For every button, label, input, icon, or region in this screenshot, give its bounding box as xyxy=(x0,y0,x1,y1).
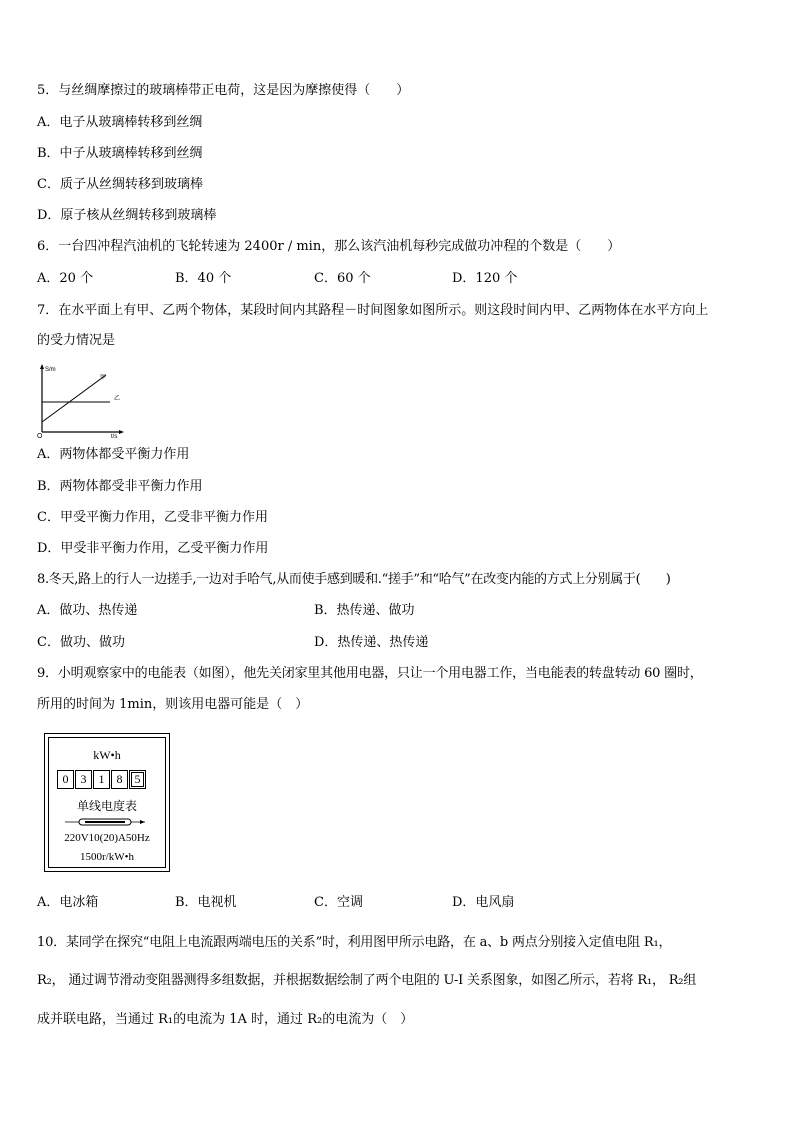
q7-st-graph xyxy=(34,362,126,438)
q5-option-b: B．中子从玻璃棒转移到丝绸 xyxy=(37,146,203,161)
q10-line2: R₂， 通过调节滑动变阻器测得多组数据，并根据数据绘制了两个电阻的 U-I 关系图象，如图乙所示，若将 R₁， R₂组 xyxy=(37,973,697,988)
q7-stem-line2: 的受力情况是 xyxy=(37,333,116,348)
meter-dial-icon xyxy=(65,818,145,826)
meter-name: 单线电度表 xyxy=(76,799,137,813)
q9-option-c: C．空调 xyxy=(314,895,363,910)
q8-option-b: B．热传递、做功 xyxy=(314,603,415,618)
x-axis-label: t/s xyxy=(111,434,118,438)
meter-unit: kW•h xyxy=(93,748,121,762)
q9-option-d: D．电风扇 xyxy=(452,895,515,910)
y-axis-label: S/m xyxy=(45,367,56,373)
q9-option-a: A．电冰箱 xyxy=(37,895,99,910)
q6-option-a: A．20 个 xyxy=(37,271,94,286)
q5-option-c: C．质子从丝绸转移到玻璃棒 xyxy=(37,177,203,192)
q5-option-d: D．原子核从丝绸转移到玻璃棒 xyxy=(37,208,217,223)
q5-stem: 5．与丝绸摩擦过的玻璃棒带正电荷，这是因为摩擦使得（ ） xyxy=(37,83,410,98)
x-axis-arrow xyxy=(119,430,124,434)
electric-meter-figure xyxy=(44,733,170,872)
q7-stem-line1: 7．在水平面上有甲、乙两个物体，某段时间内其路程－时间图象如图所示。则这段时间内甲、乙两物体在水平方向上 xyxy=(37,303,709,318)
q7-option-b: B．两物体都受非平衡力作用 xyxy=(37,479,203,494)
y-axis-arrow xyxy=(40,364,44,369)
label-jia: 甲 xyxy=(100,374,107,381)
q10-line1: 10．某同学在探究“电阻上电流跟两端电压的关系”时，利用图甲所示电路，在 a、b 两点分别接入定值电阻 R₁， xyxy=(37,935,672,950)
q8-stem: 8.冬天,路上的行人一边搓手,一边对手哈气,从而使手感到暖和.“搓手”和“哈气”在改变内能的方式上分别属于( ) xyxy=(37,572,671,587)
q9-stem-line2: 所用的时间为 1min，则该用电器可能是（ ） xyxy=(37,697,309,712)
label-yi: 乙 xyxy=(114,395,121,402)
q6-option-c: C．60 个 xyxy=(314,271,371,286)
q5-option-a: A．电子从玻璃棒转移到丝绸 xyxy=(37,115,203,130)
q7-option-c: C．甲受平衡力作用，乙受非平衡力作用 xyxy=(37,510,268,525)
q9-option-b: B．电视机 xyxy=(175,895,237,910)
meter-digit: 3 xyxy=(75,770,92,789)
meter-rate: 1500r/kW•h xyxy=(80,851,134,863)
meter-digit: 8 xyxy=(111,770,128,789)
meter-digits xyxy=(57,770,147,789)
q9-stem-line1: 9．小明观察家中的电能表（如图），他先关闭家里其他用电器，只让一个用电器工作，当电能表的转盘转动 60 圈时， xyxy=(37,666,703,681)
origin-label: O xyxy=(37,433,43,438)
q10-line3: 成并联电路，当通过 R₁的电流为 1A 时，通过 R₂的电流为（ ） xyxy=(37,1012,414,1027)
q8-option-c: C．做功、做功 xyxy=(37,635,125,650)
electric-meter-face xyxy=(48,737,166,868)
meter-digit: 0 xyxy=(57,770,74,789)
meter-digit-decimal: 5 xyxy=(129,770,146,789)
q6-option-b: B．40 个 xyxy=(175,271,232,286)
meter-digit: 1 xyxy=(93,770,110,789)
q8-option-d: D．热传递、热传递 xyxy=(314,635,429,650)
line-jia xyxy=(42,375,106,422)
q7-option-a: A．两物体都受平衡力作用 xyxy=(37,447,190,462)
q6-stem: 6．一台四冲程汽油机的飞轮转速为 2400r / min，那么该汽油机每秒完成做功冲程的个数是（ ） xyxy=(37,239,621,254)
q6-option-d: D．120 个 xyxy=(452,271,518,286)
meter-spec: 220V10(20)A50Hz xyxy=(64,832,150,844)
q8-option-a: A．做功、热传递 xyxy=(37,603,138,618)
q7-option-d: D．甲受非平衡力作用，乙受平衡力作用 xyxy=(37,541,269,556)
